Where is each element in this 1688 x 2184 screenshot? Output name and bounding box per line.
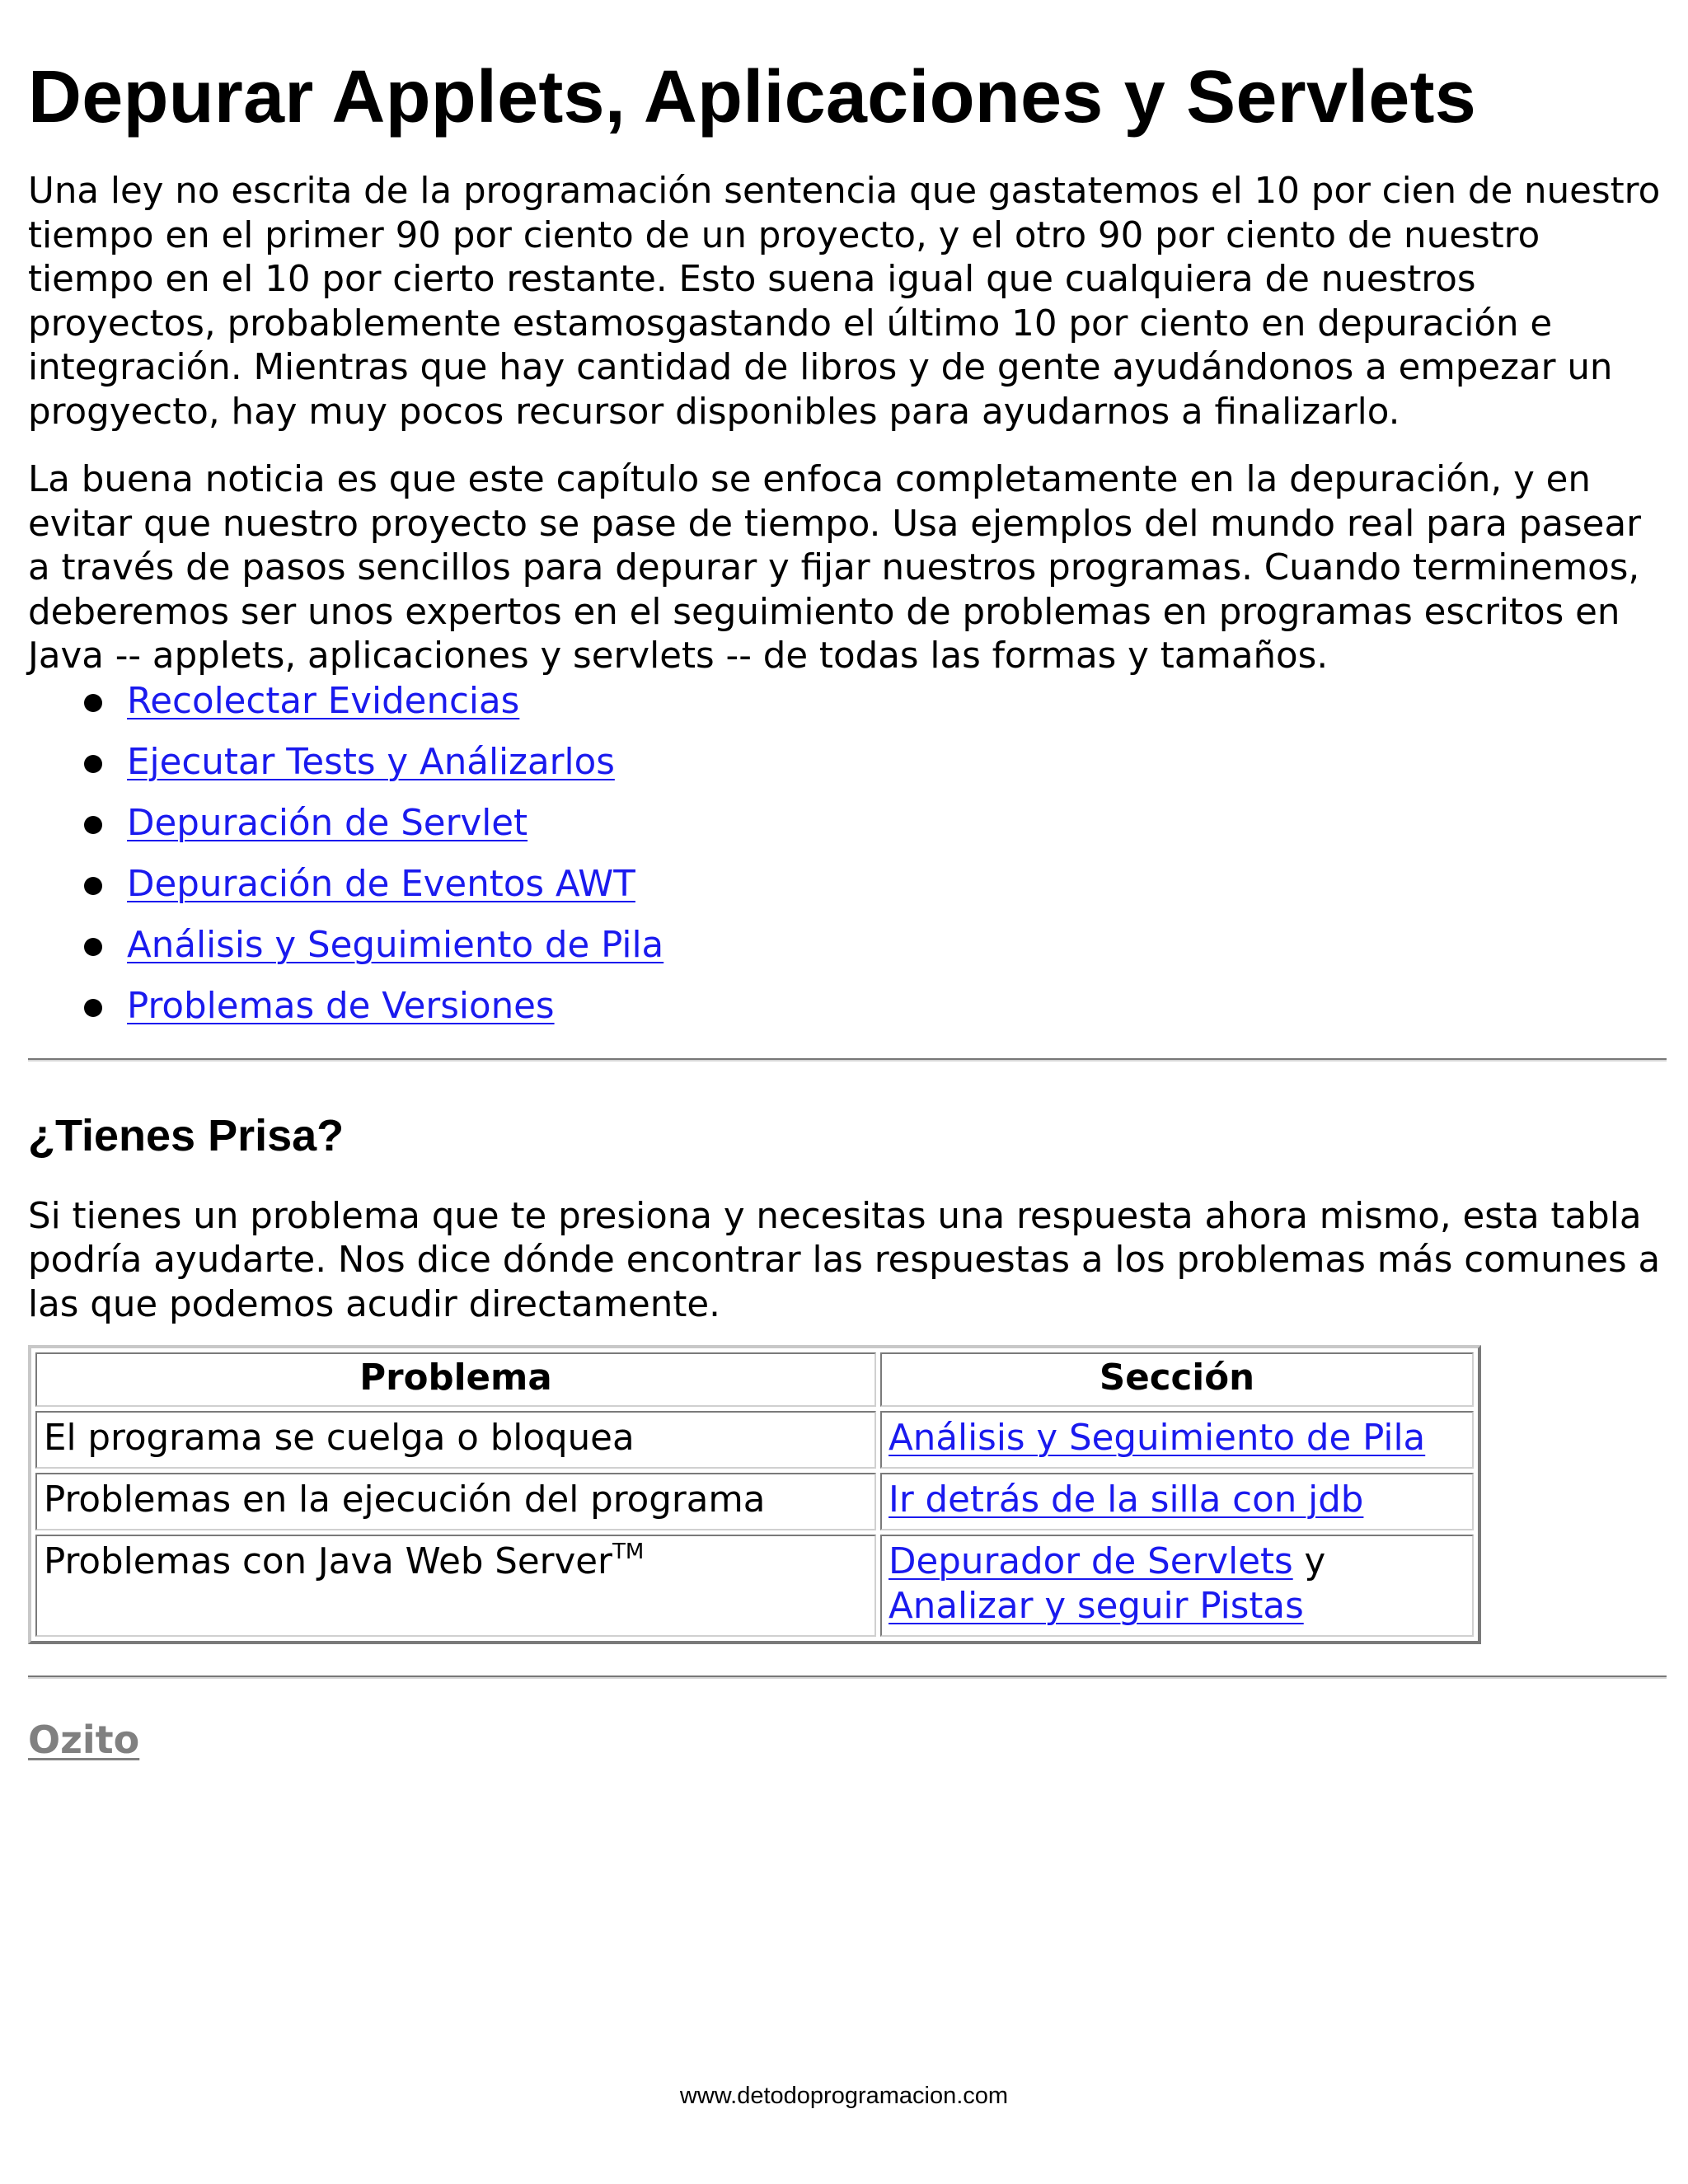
toc-item	[28, 679, 1668, 740]
toc-link-recolectar-evidencias[interactable]: Recolectar Evidencias	[127, 680, 520, 722]
page-title: Depurar Applets, Aplicaciones y Servlets	[28, 56, 1476, 138]
column-header-seccion: Sección	[880, 1352, 1474, 1407]
divider	[28, 1675, 1667, 1679]
footer-url: www.detodoprogramacion.com	[679, 2083, 1009, 2109]
divider	[28, 1058, 1667, 1062]
quick-reference-table	[28, 1345, 1481, 1644]
section-heading-hurry: ¿Tienes Prisa?	[28, 1110, 345, 1160]
bullet-icon	[84, 755, 102, 773]
toc-link-problemas-versiones[interactable]: Problemas de Versiones	[127, 985, 555, 1027]
page	[28, 0, 1668, 1763]
ozito-link[interactable]: Ozito	[28, 1718, 140, 1762]
toc-link-depuracion-servlet[interactable]: Depuración de Servlet	[127, 802, 528, 844]
toc-item	[28, 862, 1668, 923]
toc-link-analisis-pila[interactable]: Análisis y Seguimiento de Pila	[127, 924, 664, 966]
section-link-analisis-pila[interactable]: Análisis y Seguimiento de Pila	[889, 1418, 1426, 1459]
section-cell	[880, 1473, 1474, 1530]
toc-link-ejecutar-tests[interactable]: Ejecutar Tests y Análizarlos	[127, 741, 615, 783]
table-row	[35, 1411, 1474, 1469]
ozito-link-container	[28, 1717, 1668, 1763]
problem-cell: Problemas en la ejecución del programa	[35, 1473, 876, 1530]
intro-paragraph-2: La buena noticia es que este capítulo se enfoca completamente en la depuración, y en evitar que nuestro proyecto se pase de tiempo. Usa ejemplos del mundo real para pasear a través de pasos sencillos para depurar y fijar nuestros programas. Cuando terminemos, deberemos ser unos expertos en el seguimiento de problemas en programas escritos en Java -- applets, aplicaciones y servlets -- de todas las formas y tamaños.	[28, 459, 1641, 677]
problem-cell	[35, 1535, 876, 1637]
section-link-analizar-pistas[interactable]: Analizar y seguir Pistas	[889, 1586, 1304, 1627]
toc-link-depuracion-eventos-awt[interactable]: Depuración de Eventos AWT	[127, 863, 635, 905]
problem-cell: El programa se cuelga o bloquea	[35, 1411, 876, 1469]
trademark-mark: TM	[612, 1540, 645, 1564]
bullet-icon	[84, 816, 102, 834]
intro-paragraph-1: Una ley no escrita de la programación sentencia que gastatemos el 10 por cien de nuestro tiempo en el primer 90 por ciento de un proyecto, y el otro 90 por ciento de nuestro tiempo en el 10 por cierto restante. Esto suena igual que cualquiera de nuestros proyectos, probablemente estamosgastando el último 10 por ciento en depuración e integración. Mientras que hay cantidad de libros y de gente ayudándonos a empezar un progyecto, hay muy pocos recursor disponibles para ayudarnos a finalizarlo.	[28, 171, 1661, 433]
toc-item	[28, 740, 1668, 801]
bullet-icon	[84, 694, 102, 712]
bullet-icon	[84, 999, 102, 1017]
section-link-jdb[interactable]: Ir detrás de la silla con jdb	[889, 1479, 1364, 1521]
problem-text: Problemas con Java Web Server	[44, 1541, 612, 1582]
table-row	[35, 1473, 1474, 1530]
toc-item	[28, 923, 1668, 984]
hurry-paragraph: Si tienes un problema que te presiona y necesitas una respuesta ahora mismo, esta tabla podría ayudarte. Nos dice dónde encontrar las respuestas a los problemas más comunes a las que podemos acudir directamente.	[28, 1195, 1661, 1325]
table-of-contents	[28, 679, 1668, 1045]
section-cell	[880, 1411, 1474, 1469]
section-cell	[880, 1535, 1474, 1637]
link-joiner: y	[1292, 1541, 1326, 1582]
bullet-icon	[84, 877, 102, 895]
toc-item	[28, 984, 1668, 1045]
table-row	[35, 1535, 1474, 1637]
column-header-problema: Problema	[35, 1352, 876, 1407]
section-link-depurador-servlets[interactable]: Depurador de Servlets	[889, 1541, 1293, 1582]
table-header-row	[35, 1352, 1474, 1407]
toc-item	[28, 801, 1668, 862]
bullet-icon	[84, 938, 102, 956]
